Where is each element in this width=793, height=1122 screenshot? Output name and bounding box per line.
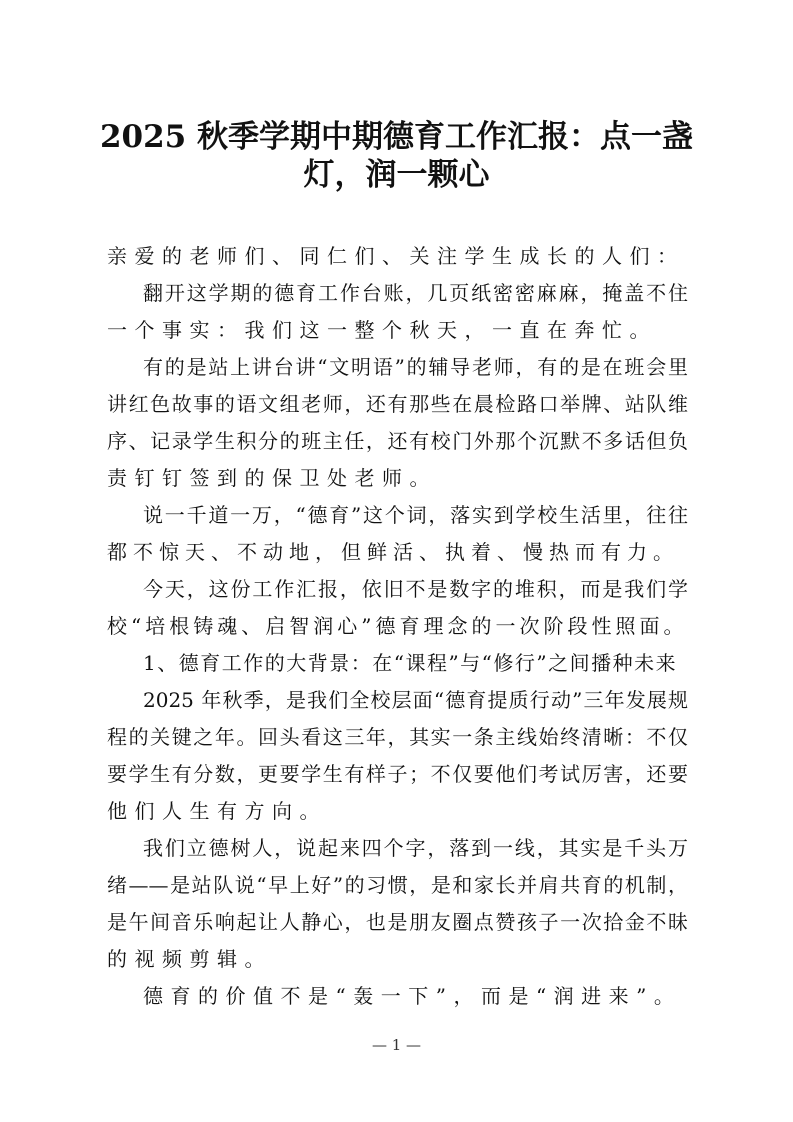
- document-body: [107, 238, 688, 1015]
- text-line: 一个事实：我们这一整个秋天，一直在奔忙。: [107, 318, 657, 342]
- text-line: 亲爱的老师们、同仁们、关注学生成长的人们：: [107, 244, 685, 268]
- text-line: 要学生有分数，更要学生有样子；不仅要他们考试厉害，还要: [107, 762, 688, 786]
- text-line: 序、记录学生积分的班主任，还有校门外那个沉默不多话但负: [107, 429, 688, 453]
- text-line: 2025 年秋季，是我们全校层面“德育提质行动”三年发展规: [143, 688, 688, 712]
- page-number: — 1 —: [371, 1036, 422, 1054]
- document-title-line-1: 2025 秋季学期中期德育工作汇报：点一盏: [99, 119, 694, 155]
- text-line: 绪——是站队说“早上好”的习惯，是和家长并肩共育的机制，: [107, 873, 688, 897]
- text-line: 1、德育工作的大背景：在“课程”与“修行”之间播种未来: [143, 651, 678, 675]
- document-title-line-2: 灯，润一颗心: [303, 157, 490, 193]
- text-line: 说一千道一万，“德育”这个词，落实到学校生活里，往往: [143, 503, 688, 527]
- text-line: 都不惊天、不动地，但鲜活、执着、慢热而有力。: [107, 540, 679, 564]
- text-line: 校“培根铸魂、启智润心”德育理念的一次阶段性照面。: [107, 614, 688, 638]
- text-line: 讲红色故事的语文组老师，还有那些在晨检路口举牌、站队维: [107, 392, 688, 416]
- text-line: 我们立德树人，说起来四个字，落到一线，其实是千头万: [143, 836, 688, 860]
- text-line: 他们人生有方向。: [107, 799, 327, 823]
- text-line: 是午间音乐响起让人静心，也是朋友圈点赞孩子一次拾金不昧: [107, 910, 688, 934]
- text-line: 程的关键之年。回头看这三年，其实一条主线始终清晰：不仅: [107, 725, 688, 749]
- text-line: 翻开这学期的德育工作台账，几页纸密密麻麻，掩盖不住: [143, 281, 688, 305]
- text-line: 德育的价值不是“轰一下”，而是“润进来”。: [143, 984, 682, 1008]
- text-line: 责钉钉签到的保卫处老师。: [107, 466, 437, 490]
- text-line: 有的是站上讲台讲“文明语”的辅导老师，有的是在班会里: [143, 355, 688, 379]
- text-line: 的视频剪辑。: [107, 947, 272, 971]
- text-line: 今天，这份工作汇报，依旧不是数字的堆积，而是我们学: [143, 577, 688, 601]
